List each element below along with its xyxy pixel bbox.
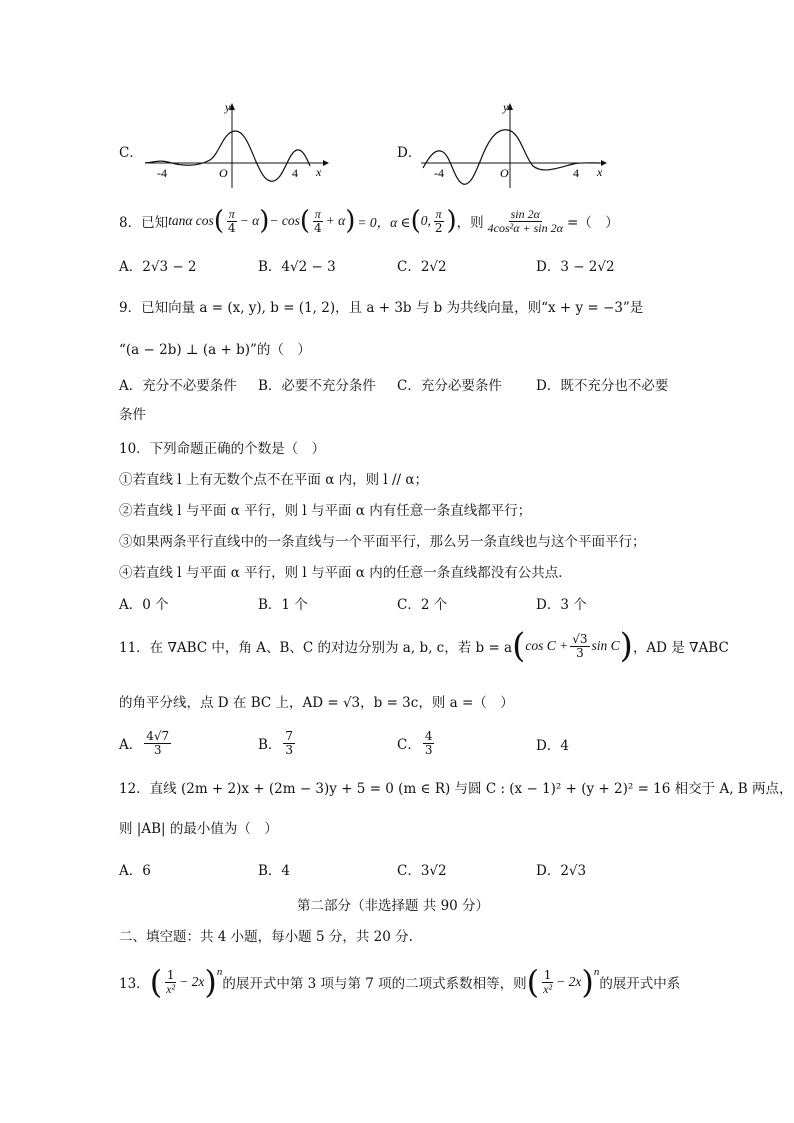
- question-13-stem: 13． ( $\frac{1}{\text{x²}}$ − 2x ) $^n$ 的展开式中第 3 项与第 7 项的二项式系数相等，则 ( $\frac{1}{\text{x²}}$ − 2x ) $^n$ 的展开式中系: [119, 963, 681, 1001]
- q10-option-c[interactable]: C．2 个: [397, 597, 448, 613]
- question-10-stem: 10．下列命题正确的个数是（ ）: [119, 441, 326, 457]
- question-12-stem-line1: 12．直线 (2m + 2)x + (2m − 3)y + 5 = 0 (m ∈ R) 与圆 C : (x − 1)² + (y + 2)² = 16 相交于 A, B 两点，: [119, 781, 793, 797]
- graph-c: [140, 100, 330, 190]
- graph-d-y-label: y: [503, 100, 509, 114]
- q13-frac-a: $\frac{1}{\text{x²}}$: [166, 967, 176, 996]
- q11-option-a[interactable]: A． $\frac{4√7}{3}$: [119, 728, 170, 757]
- question-9-stem-line1: 9．已知向量 a = (x, y), b = (1, 2)，且 a + 3b 与 b 为共线向量，则“x + y = −3”是: [119, 300, 644, 316]
- q10-statement-4: ④若直线 l 与平面 α 平行，则 l 与平面 α 内的任意一条直线都没有公共点．: [119, 565, 572, 581]
- graph-c-pos-tick: 4: [292, 166, 298, 180]
- q12-option-a[interactable]: A．6: [119, 863, 151, 879]
- graph-d: [418, 100, 608, 190]
- q10-option-d[interactable]: D．3 个: [536, 597, 587, 613]
- q10-option-a[interactable]: A．0 个: [119, 597, 169, 613]
- part2-title: 第二部分（非选择题 共 90 分）: [297, 898, 490, 914]
- q8-frac-pi-2: $\frac{\pi}{2}$: [434, 206, 443, 235]
- question-9-stem-line2: “(a − 2b) ⊥ (a + b)”的（ ）: [119, 342, 311, 358]
- q8-frac-pi-4-b: $\frac{\pi}{4}$: [313, 206, 322, 235]
- q8-option-d[interactable]: D．3 − 2√2: [536, 259, 615, 275]
- q11-frac-sqrt3-3: $\frac{√3}{3}$: [572, 631, 588, 660]
- q9-option-d[interactable]: D．既不充分也不必要: [536, 378, 669, 394]
- q11-option-c[interactable]: C． $\frac{4}{3}$: [397, 728, 433, 757]
- q10-statement-3: ③如果两条平行直线中的一条直线与一个平面平行，那么另一条直线也与这个平面平行；: [119, 534, 646, 550]
- graph-c-origin: O: [219, 166, 228, 180]
- q11-option-d[interactable]: D．4: [536, 738, 569, 754]
- graph-d-neg-tick: -4: [434, 166, 444, 180]
- q8-option-a[interactable]: A．2√3 − 2: [119, 259, 197, 275]
- q12-option-b[interactable]: B．4: [258, 863, 291, 879]
- q10-statement-2: ②若直线 l 与平面 α 平行，则 l 与平面 α 内有任意一条直线都平行；: [119, 503, 532, 519]
- q9-option-b[interactable]: B．必要不充分条件: [258, 378, 376, 394]
- q9-option-c[interactable]: C．充分必要条件: [397, 378, 502, 394]
- q11-option-b[interactable]: B． $\frac{7}{3}$: [258, 728, 294, 757]
- q13-frac-b: $\frac{1}{\text{x²}}$: [543, 967, 553, 996]
- q8-option-b[interactable]: B．4√2 − 3: [258, 259, 336, 275]
- graph-c-x-label: x: [316, 165, 322, 179]
- graph-d-origin: O: [500, 166, 509, 180]
- q8-frac-pi-4-a: $\frac{\pi}{4}$: [227, 206, 236, 235]
- question-11-stem-line2: 的角平分线，点 D 在 BC 上，AD = √3，b = 3c，则 a =（ ）: [119, 695, 514, 711]
- graph-c-y-label: y: [225, 100, 231, 114]
- q12-option-c[interactable]: C．3√2: [397, 863, 447, 879]
- question-8-stem: 8．已知 tanα cos ( $\frac{\pi}{4}$ − α ) − cos ( $\frac{\pi}{4}$ + α ) = 0，α ∈ ( 0, $\frac{\pi}{2}$ ) ，则 $\frac{\sin 2\alpha}{\text{4cos²α + sin 2α}}$ =（ ）: [119, 206, 619, 236]
- graph-c-neg-tick: -4: [157, 166, 167, 180]
- graph-d-x-label: x: [597, 165, 603, 179]
- q9-option-a[interactable]: A．充分不必要条件: [119, 378, 237, 394]
- q12-option-d[interactable]: D．2√3: [536, 863, 587, 879]
- q10-option-b[interactable]: B．1 个: [258, 597, 308, 613]
- graph-d-pos-tick: 4: [573, 166, 579, 180]
- question-11-stem-line1: 11．在 ∇ABC 中，角 A、B、C 的对边分别为 a, b, c，若 b = a ( cos C + $\frac{√3}{3}$ sin C ) ，AD 是 ∇ABC: [119, 626, 729, 666]
- q8-main-frac: $\frac{\sin 2\alpha}{\text{4cos²α + sin 2α}}$: [487, 206, 563, 235]
- q9-option-d-wrap: 条件: [119, 407, 146, 423]
- option-c-label: C．: [119, 145, 143, 161]
- section-fill-in-blank-heading: 二、填空题：共 4 小题，每小题 5 分，共 20 分.: [119, 929, 413, 945]
- option-d-label: D．: [397, 145, 422, 161]
- q10-statement-1: ①若直线 l 上有无数个点不在平面 α 内，则 l // α；: [119, 472, 429, 488]
- q8-option-c[interactable]: C．2√2: [397, 259, 447, 275]
- question-12-stem-line2: 则 |AB| 的最小值为（ ）: [119, 821, 278, 837]
